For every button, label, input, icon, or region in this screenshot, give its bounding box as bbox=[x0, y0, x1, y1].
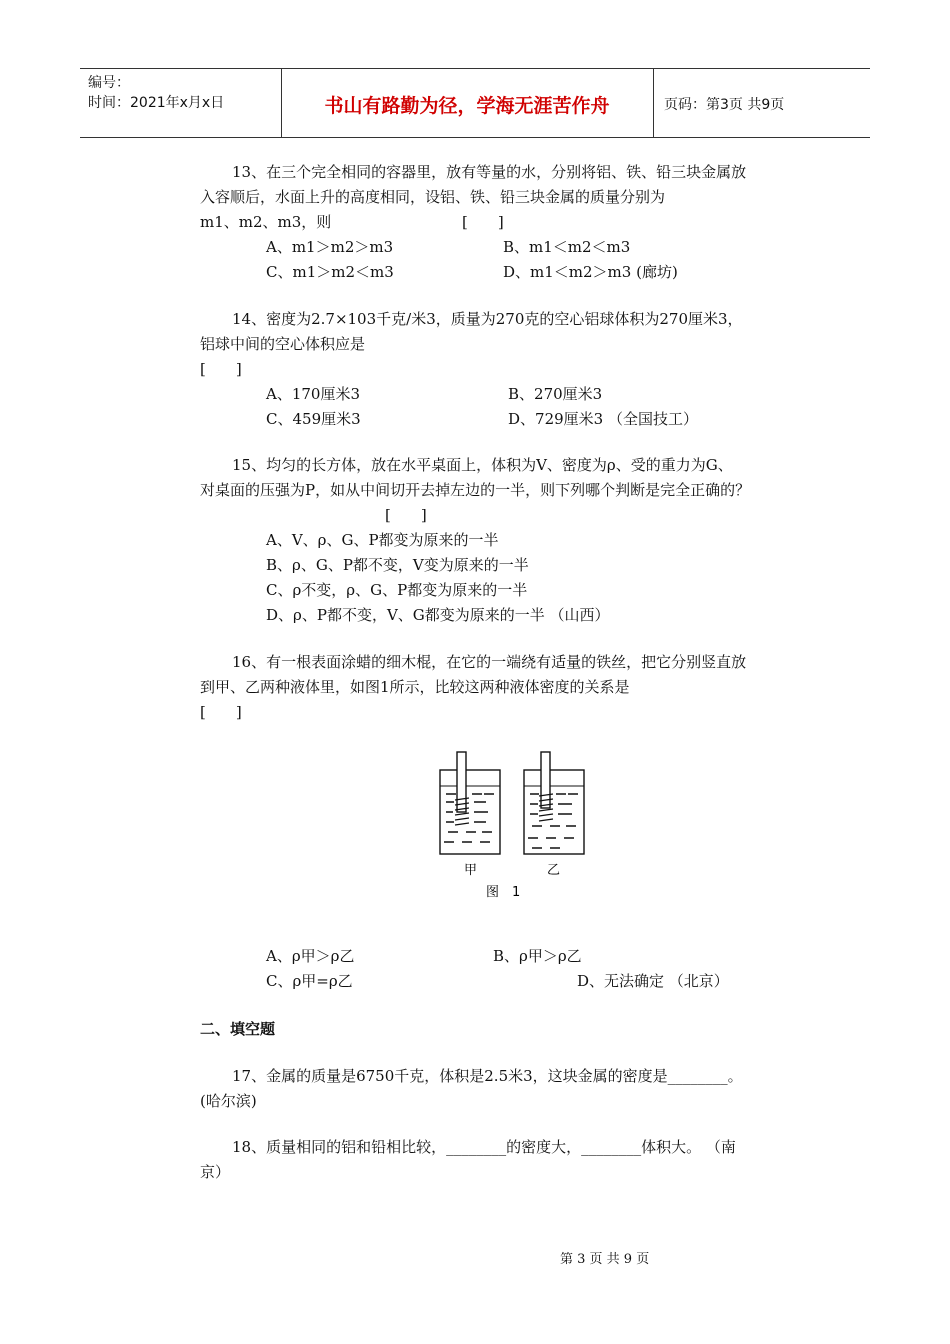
document-date: 时间：2021年x月x日 bbox=[88, 95, 225, 111]
header-page-info: 页码：第3页 共9页 bbox=[664, 97, 785, 113]
q18-line2: 京） bbox=[200, 1163, 231, 1181]
q16-option-d: D、无法确定 （北京） bbox=[577, 972, 729, 990]
q13-option-d: D、m1＜m2＞m3 (廊坊) bbox=[503, 263, 678, 281]
q18-line1: 18、质量相同的铝和铅相比较，________的密度大，________体积大。 （南 bbox=[232, 1138, 736, 1156]
q15-line1: 15、均匀的长方体，放在水平桌面上，体积为V、密度为ρ、受的重力为G、 bbox=[232, 456, 733, 474]
q13-option-b: B、m1＜m2＜m3 bbox=[503, 238, 631, 256]
q17-line2: (哈尔滨) bbox=[200, 1092, 257, 1110]
page-header bbox=[80, 68, 870, 138]
q14-option-b: B、270厘米3 bbox=[508, 385, 603, 403]
q16-option-a: A、ρ甲＞ρ乙 bbox=[266, 947, 355, 965]
q17-line1: 17、金属的质量是6750千克，体积是2.5米3，这块金属的密度是________。 bbox=[232, 1067, 743, 1085]
q16-answer-bracket: [ ] bbox=[200, 703, 242, 721]
q15-line2: 对桌面的压强为P，如从中间切开去掉左边的一半，则下列哪个判断是完全正确的？ bbox=[200, 481, 751, 499]
header-meta bbox=[88, 73, 224, 113]
q15-option-b: B、ρ、G、P都不变，V变为原来的一半 bbox=[266, 556, 529, 574]
page-footer: 第 3 页 共 9 页 bbox=[560, 1252, 650, 1267]
q16-line1: 16、有一根表面涂蜡的细木棍，在它的一端绕有适量的铁丝，把它分别竖直放 bbox=[232, 653, 747, 671]
q13-option-a: A、m1＞m2＞m3 bbox=[266, 238, 394, 256]
q15-option-a: A、V、ρ、G、P都变为原来的一半 bbox=[266, 531, 499, 549]
figure-1 bbox=[436, 750, 586, 910]
q13-answer-bracket: [ ] bbox=[462, 213, 504, 231]
figure-1-drawing bbox=[436, 750, 586, 910]
beaker-right bbox=[524, 770, 584, 854]
q15-answer-bracket: [ ] bbox=[385, 506, 427, 524]
q13-line3: m1、m2、m3，则 bbox=[200, 213, 332, 231]
q14-line2: 铝球中间的空心体积应是 bbox=[200, 335, 366, 353]
rod-left bbox=[457, 752, 466, 812]
document-number-label: 编号： bbox=[88, 75, 130, 91]
q14-line1: 14、密度为2.7×103千克/米3，质量为270克的空心铝球体积为270厘米3， bbox=[232, 310, 743, 328]
q14-option-a: A、170厘米3 bbox=[266, 385, 361, 403]
q16-option-c: C、ρ甲=ρ乙 bbox=[266, 972, 353, 990]
header-motto: 书山有路勤为径，学海无涯苦作舟 bbox=[324, 95, 610, 117]
figure-caption: 图 1 bbox=[486, 885, 521, 900]
q16-option-b: B、ρ甲＞ρ乙 bbox=[493, 947, 582, 965]
liquid-right bbox=[528, 794, 578, 848]
q15-option-c: C、ρ不变，ρ、G、P都变为原来的一半 bbox=[266, 581, 528, 599]
header-divider-right bbox=[653, 69, 654, 137]
figure-label-left: 甲 bbox=[464, 863, 478, 878]
q13-line1: 13、在三个完全相同的容器里，放有等量的水，分别将铝、铁、铅三块金属放 bbox=[232, 163, 747, 181]
q14-option-d: D、729厘米3 （全国技工） bbox=[508, 410, 698, 428]
q14-option-c: C、459厘米3 bbox=[266, 410, 361, 428]
figure-label-right: 乙 bbox=[547, 863, 561, 878]
q14-answer-bracket: [ ] bbox=[200, 360, 242, 378]
q13-option-c: C、m1＞m2＜m3 bbox=[266, 263, 394, 281]
section-title: 二、填空题 bbox=[200, 1020, 276, 1038]
q16-line2: 到甲、乙两种液体里，如图1所示，比较这两种液体密度的关系是 bbox=[200, 678, 630, 696]
q15-option-d: D、ρ、P都不变，V、G都变为原来的一半 （山西） bbox=[266, 606, 610, 624]
q13-line2: 入容顺后，水面上升的高度相同，设铝、铁、铅三块金属的质量分别为 bbox=[200, 188, 666, 206]
